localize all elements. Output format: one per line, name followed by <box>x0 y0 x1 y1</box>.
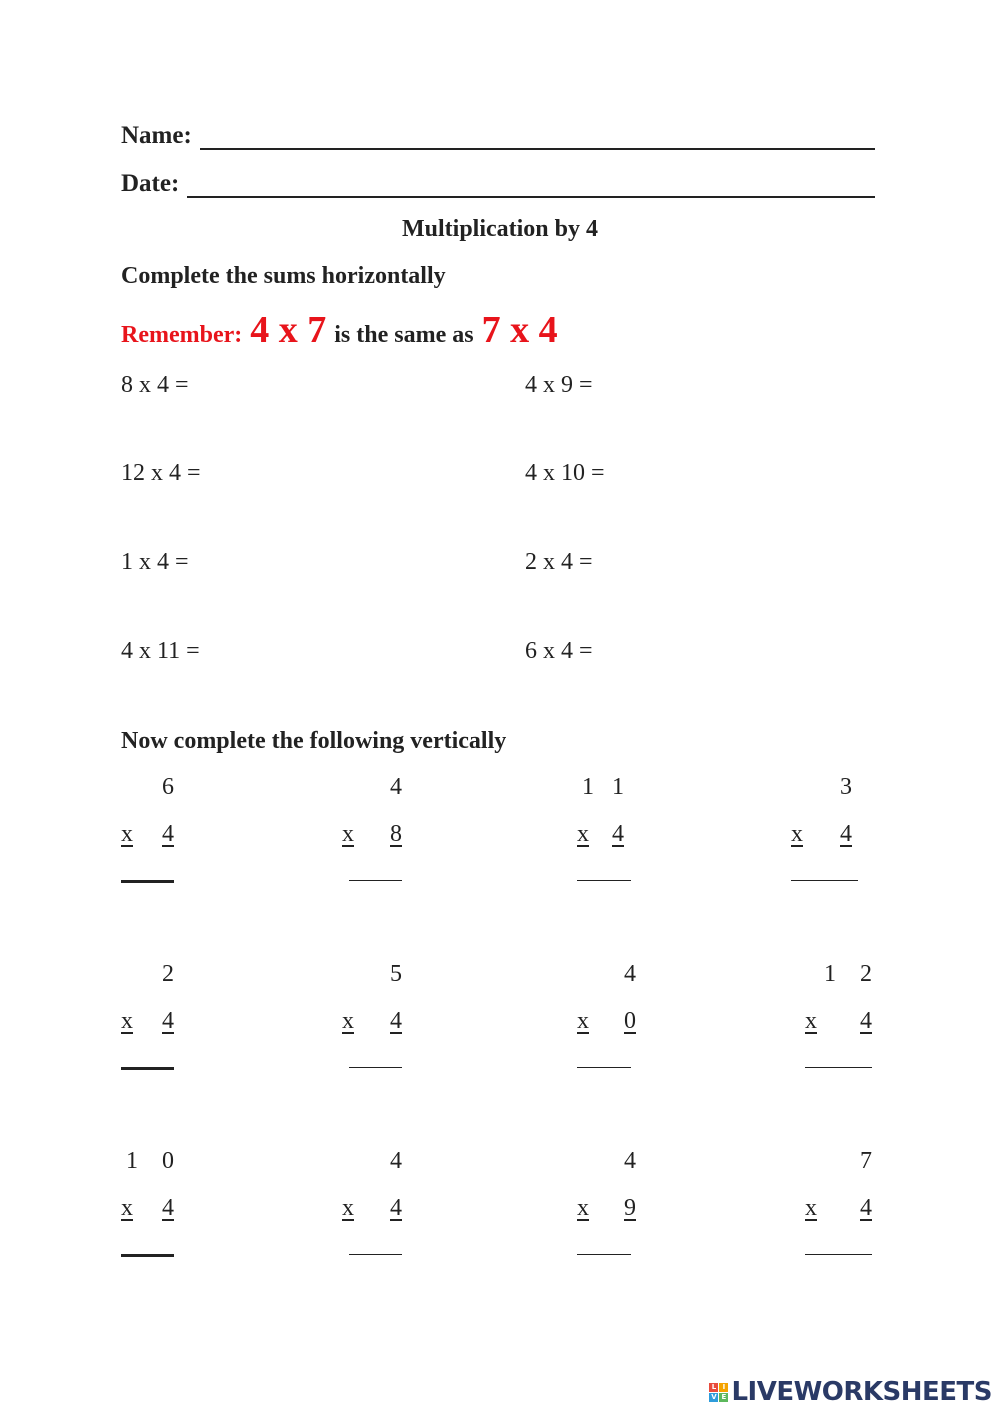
vertical-answer-line[interactable] <box>349 1067 402 1068</box>
vertical-instruction: Now complete the following vertically <box>121 728 507 754</box>
vertical-answer-line[interactable] <box>577 1067 631 1068</box>
horizontal-answer-input[interactable] <box>220 458 340 490</box>
vertical-multiplier-row <box>805 1195 872 1222</box>
multiplier-number: 4 <box>860 1008 872 1034</box>
multiplier-number: 4 <box>390 1195 402 1221</box>
multiplier-number: 4 <box>162 1008 174 1034</box>
multiplier-number: 4 <box>860 1195 872 1221</box>
logo-tile: I <box>719 1383 728 1392</box>
horizontal-sum-left: 8 x 4 = <box>121 372 189 398</box>
vertical-multiplier-row <box>342 821 402 848</box>
worksheet-title: Multiplication by 4 <box>401 216 599 242</box>
logo-icon <box>709 1383 728 1402</box>
vertical-top-number: 5 <box>390 961 402 987</box>
multiplier-number: 4 <box>390 1008 402 1034</box>
vertical-multiplier-row <box>577 1008 636 1035</box>
vertical-multiplier-row <box>577 821 624 848</box>
logo-tile: L <box>709 1383 718 1392</box>
vertical-answer-line[interactable] <box>791 880 858 881</box>
horizontal-sum-left: 1 x 4 = <box>121 549 189 575</box>
multiplier-number: 8 <box>390 821 402 847</box>
multiplier-number: 4 <box>162 821 174 847</box>
vertical-multiplier-row <box>342 1008 402 1035</box>
times-sign: x <box>577 1008 589 1034</box>
remember-expr-2: 7 x 4 <box>481 309 558 351</box>
vertical-top-number: 4 <box>624 961 636 987</box>
vertical-multiplier-row <box>342 1195 402 1222</box>
horizontal-sum-right: 6 x 4 = <box>525 638 593 664</box>
horizontal-answer-input[interactable] <box>625 458 745 490</box>
horizontal-sum-right: 4 x 9 = <box>525 372 593 398</box>
horizontal-sum-left: 12 x 4 = <box>121 460 201 486</box>
name-label: Name: <box>121 122 192 149</box>
remember-label: Remember: <box>121 322 243 348</box>
multiplier-number: 4 <box>840 821 852 847</box>
horizontal-instruction: Complete the sums horizontally <box>121 263 446 289</box>
vertical-top-number: 2 <box>162 961 174 987</box>
vertical-top-number: 6 <box>162 774 174 800</box>
vertical-answer-line[interactable] <box>805 1254 872 1255</box>
times-sign: x <box>342 1008 354 1034</box>
times-sign: x <box>805 1195 817 1221</box>
horizontal-answer-input[interactable] <box>220 636 340 668</box>
vertical-multiplier-row <box>805 1008 872 1035</box>
times-sign: x <box>121 1195 133 1221</box>
vertical-multiplier-row <box>577 1195 636 1222</box>
vertical-top-number: 4 <box>390 1148 402 1174</box>
times-sign: x <box>121 1008 133 1034</box>
times-sign: x <box>121 821 133 847</box>
horizontal-answer-input[interactable] <box>625 370 745 402</box>
times-sign: x <box>342 1195 354 1221</box>
times-sign: x <box>577 821 589 847</box>
multiplier-number: 4 <box>162 1195 174 1221</box>
times-sign: x <box>577 1195 589 1221</box>
remember-middle: is the same as <box>334 322 474 348</box>
vertical-answer-line[interactable] <box>121 1067 174 1070</box>
multiplier-number: 4 <box>612 821 624 847</box>
vertical-top-number: 4 <box>624 1148 636 1174</box>
remember-expr-1: 4 x 7 <box>250 309 327 351</box>
times-sign: x <box>805 1008 817 1034</box>
horizontal-answer-input[interactable] <box>625 547 745 579</box>
vertical-answer-line[interactable] <box>121 1254 174 1257</box>
vertical-top-number: 1 2 <box>824 961 872 987</box>
date-field-row <box>121 170 875 198</box>
horizontal-sum-right: 2 x 4 = <box>525 549 593 575</box>
vertical-answer-line[interactable] <box>349 880 402 881</box>
horizontal-answer-input[interactable] <box>220 547 340 579</box>
times-sign: x <box>791 821 803 847</box>
vertical-top-number: 1 0 <box>126 1148 174 1174</box>
vertical-multiplier-row <box>121 1195 174 1222</box>
vertical-multiplier-row <box>121 821 174 848</box>
vertical-answer-line[interactable] <box>577 1254 631 1255</box>
vertical-top-number: 3 <box>840 774 852 800</box>
logo-tile: E <box>719 1393 728 1402</box>
date-label: Date: <box>121 170 180 197</box>
name-field-row <box>121 122 875 150</box>
horizontal-sum-left: 4 x 11 = <box>121 638 200 664</box>
logo-text: LIVEWORKSHEETS <box>731 1377 992 1407</box>
vertical-multiplier-row <box>121 1008 174 1035</box>
vertical-multiplier-row <box>791 821 852 848</box>
date-input-line[interactable] <box>187 174 875 198</box>
vertical-top-number: 7 <box>860 1148 872 1174</box>
vertical-top-number: 4 <box>390 774 402 800</box>
remember-note <box>121 308 558 352</box>
horizontal-answer-input[interactable] <box>625 636 745 668</box>
vertical-top-number: 1 1 <box>582 774 624 800</box>
vertical-answer-line[interactable] <box>349 1254 402 1255</box>
multiplier-number: 0 <box>624 1008 636 1034</box>
horizontal-answer-input[interactable] <box>220 370 340 402</box>
multiplier-number: 9 <box>624 1195 636 1221</box>
horizontal-sum-right: 4 x 10 = <box>525 460 605 486</box>
times-sign: x <box>342 821 354 847</box>
vertical-answer-line[interactable] <box>805 1067 872 1068</box>
liveworksheets-logo <box>709 1377 992 1407</box>
vertical-answer-line[interactable] <box>577 880 631 881</box>
name-input-line[interactable] <box>200 126 875 150</box>
logo-tile: V <box>711 1392 717 1401</box>
vertical-answer-line[interactable] <box>121 880 174 883</box>
